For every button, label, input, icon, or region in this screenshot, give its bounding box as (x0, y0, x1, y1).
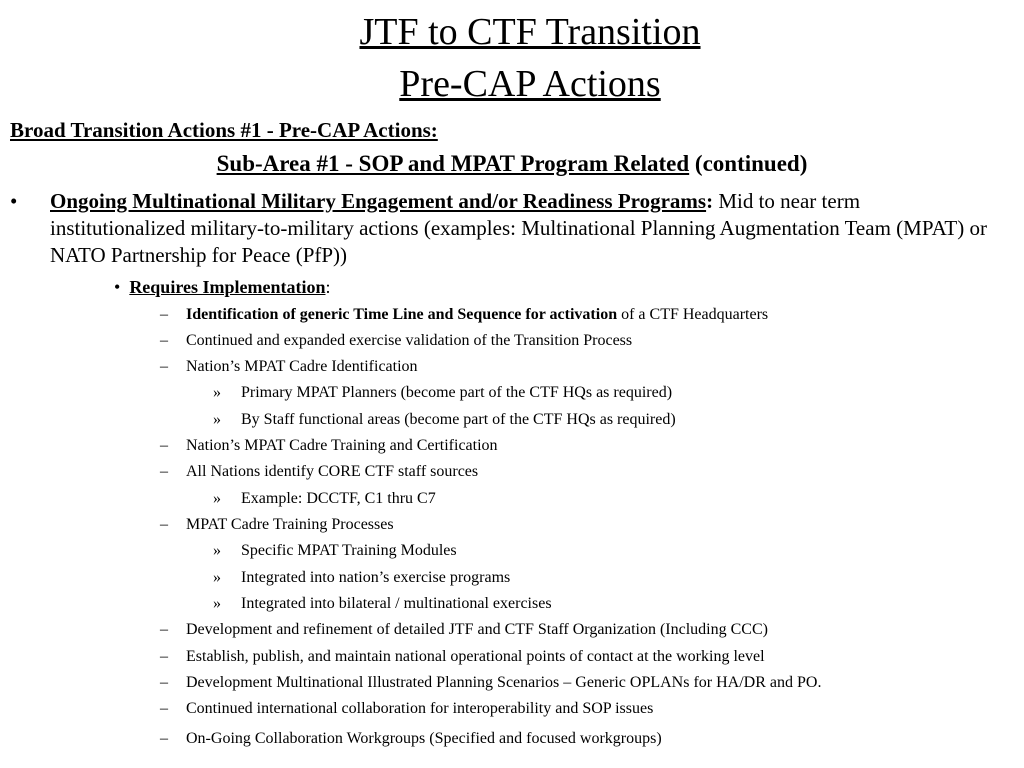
sub-area-heading (0, 151, 1024, 177)
list-subitem (213, 383, 672, 403)
dash-marker: – (160, 674, 168, 691)
list-item-text: Nation’s MPAT Cadre Identification (186, 358, 418, 375)
list-item-text: of a CTF Headquarters (617, 306, 769, 323)
main-bullet (10, 188, 1000, 269)
sub-bullet-colon: : (325, 277, 331, 297)
dash-marker: – (160, 463, 168, 480)
dash-marker: – (160, 516, 168, 533)
list-item-text: MPAT Cadre Training Processes (186, 516, 394, 533)
raquo-marker: » (213, 411, 221, 428)
section-heading: Broad Transition Actions #1 - Pre-CAP Actions: (10, 118, 438, 142)
slide-title-line-1: JTF to CTF Transition (359, 11, 701, 53)
raquo-marker: » (213, 384, 221, 401)
list-item-text: Example: DCCTF, C1 thru C7 (241, 490, 436, 507)
list-item (160, 305, 768, 325)
dash-marker: – (160, 332, 168, 349)
list-subitem (213, 541, 457, 561)
list-item (160, 357, 418, 377)
dash-marker: – (160, 358, 168, 375)
main-bullet-body: Mid to near term institutionalized military-to-military actions (examples: Multinational Planning Augmentation Team (MPAT) or NATO Partnership for Peace (PfP)) (50, 189, 987, 267)
list-item (160, 515, 394, 535)
bullet-marker: • (114, 277, 121, 297)
list-item (160, 331, 632, 351)
sub-area-title: Sub-Area #1 - SOP and MPAT Program Related (216, 151, 690, 176)
sub-bullet-head: Requires Implementation (129, 277, 326, 297)
list-item (160, 462, 478, 482)
list-subitem (213, 489, 436, 509)
list-item-text: On-Going Collaboration Workgroups (Specified and focused workgroups) (186, 730, 662, 747)
list-item (160, 436, 498, 456)
list-subitem (213, 568, 510, 588)
slide-title-line-2: Pre-CAP Actions (399, 63, 661, 105)
dash-marker: – (160, 700, 168, 717)
list-item-text: Development and refinement of detailed JTF and CTF Staff Organization (Including CCC) (186, 621, 768, 638)
main-bullet-head: Ongoing Multinational Military Engagement and/or Readiness Programs (50, 189, 707, 213)
list-item-text: Primary MPAT Planners (become part of the CTF HQs as required) (241, 384, 673, 401)
dash-marker: – (160, 648, 168, 665)
raquo-marker: » (213, 569, 221, 586)
dash-marker: – (160, 730, 168, 747)
sub-bullet (114, 277, 331, 298)
list-item-text: Continued international collaboration for interoperability and SOP issues (186, 700, 654, 717)
dash-marker: – (160, 621, 168, 638)
list-item (160, 699, 653, 719)
list-item-text: Specific MPAT Training Modules (241, 542, 457, 559)
main-bullet-colon: : (706, 189, 714, 213)
list-item (160, 647, 765, 667)
list-item-text: Development Multinational Illustrated Planning Scenarios – Generic OPLANs for HA/DR and PO. (186, 674, 822, 691)
raquo-marker: » (213, 595, 221, 612)
list-subitem (213, 594, 552, 614)
list-item-text: Integrated into bilateral / multinational exercises (241, 595, 552, 612)
main-bullet-text (50, 188, 1000, 269)
list-item-bold: Identification of generic Time Line and Sequence for activation (186, 306, 618, 323)
dash-marker: – (160, 306, 168, 323)
list-item (160, 620, 768, 640)
bullet-marker: • (10, 189, 18, 213)
raquo-marker: » (213, 542, 221, 559)
list-item-text: Integrated into nation’s exercise programs (241, 569, 511, 586)
list-item (160, 729, 662, 749)
list-item (160, 673, 821, 693)
dash-marker: – (160, 437, 168, 454)
list-item-text: By Staff functional areas (become part of the CTF HQs as required) (241, 411, 676, 428)
raquo-marker: » (213, 490, 221, 507)
sub-area-suffix: (continued) (689, 151, 808, 176)
list-item-text: All Nations identify CORE CTF staff sources (186, 463, 479, 480)
list-subitem (213, 410, 676, 430)
list-item-text: Nation’s MPAT Cadre Training and Certification (186, 437, 498, 454)
list-item-text: Continued and expanded exercise validation of the Transition Process (186, 332, 633, 349)
list-item-text: Establish, publish, and maintain national operational points of contact at the working level (186, 648, 765, 665)
